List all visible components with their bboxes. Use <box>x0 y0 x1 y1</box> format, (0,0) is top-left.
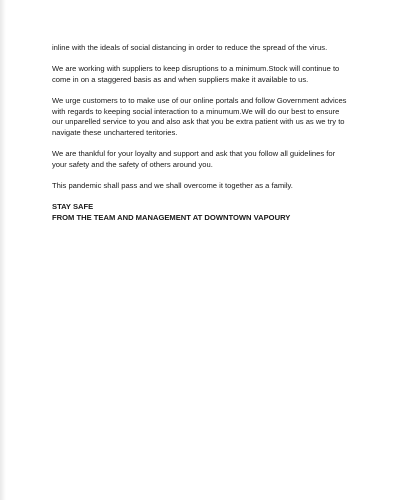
paragraph-line: navigate these unchartered teritories. <box>52 127 178 137</box>
paragraph-line: with regards to keeping social interaction to a minumum.We will do our best to ensure <box>52 106 340 116</box>
signoff-stay-safe: STAY SAFE <box>52 201 94 211</box>
paragraph-line: our unparelled service to you and also ask that you be extra patient with us as we try to <box>52 117 345 127</box>
signoff-block <box>52 202 352 223</box>
paragraph-suppliers <box>52 64 352 85</box>
paragraph-pandemic-will-pass <box>52 181 352 192</box>
paragraph-line: We are thankful for your loyalty and support and ask that you follow all guidelines for <box>52 148 336 158</box>
letter-body <box>52 43 352 223</box>
paragraph-line: We urge customers to to make use of our online portals and follow Government advices <box>52 95 347 105</box>
paragraph-line: inline with the ideals of social distancing in order to reduce the spread of the virus. <box>52 43 328 52</box>
paragraph-line: come in on a staggered basis as and when suppliers make it available to us. <box>52 74 309 84</box>
paragraph-online-portals <box>52 96 352 138</box>
page-left-edge-shadow <box>0 0 6 500</box>
paragraph-thankful <box>52 149 352 170</box>
paragraph-line: We are working with suppliers to keep disruptions to a minimum.Stock will continue to <box>52 64 340 74</box>
paragraph-social-distancing <box>52 43 352 54</box>
paragraph-line: This pandemic shall pass and we shall overcome it together as a family. <box>52 180 293 190</box>
paragraph-line: your safety and the safety of others around you. <box>52 159 213 169</box>
signoff-from-team: FROM THE TEAM AND MANAGEMENT AT DOWNTOWN VAPOURY <box>52 212 291 222</box>
